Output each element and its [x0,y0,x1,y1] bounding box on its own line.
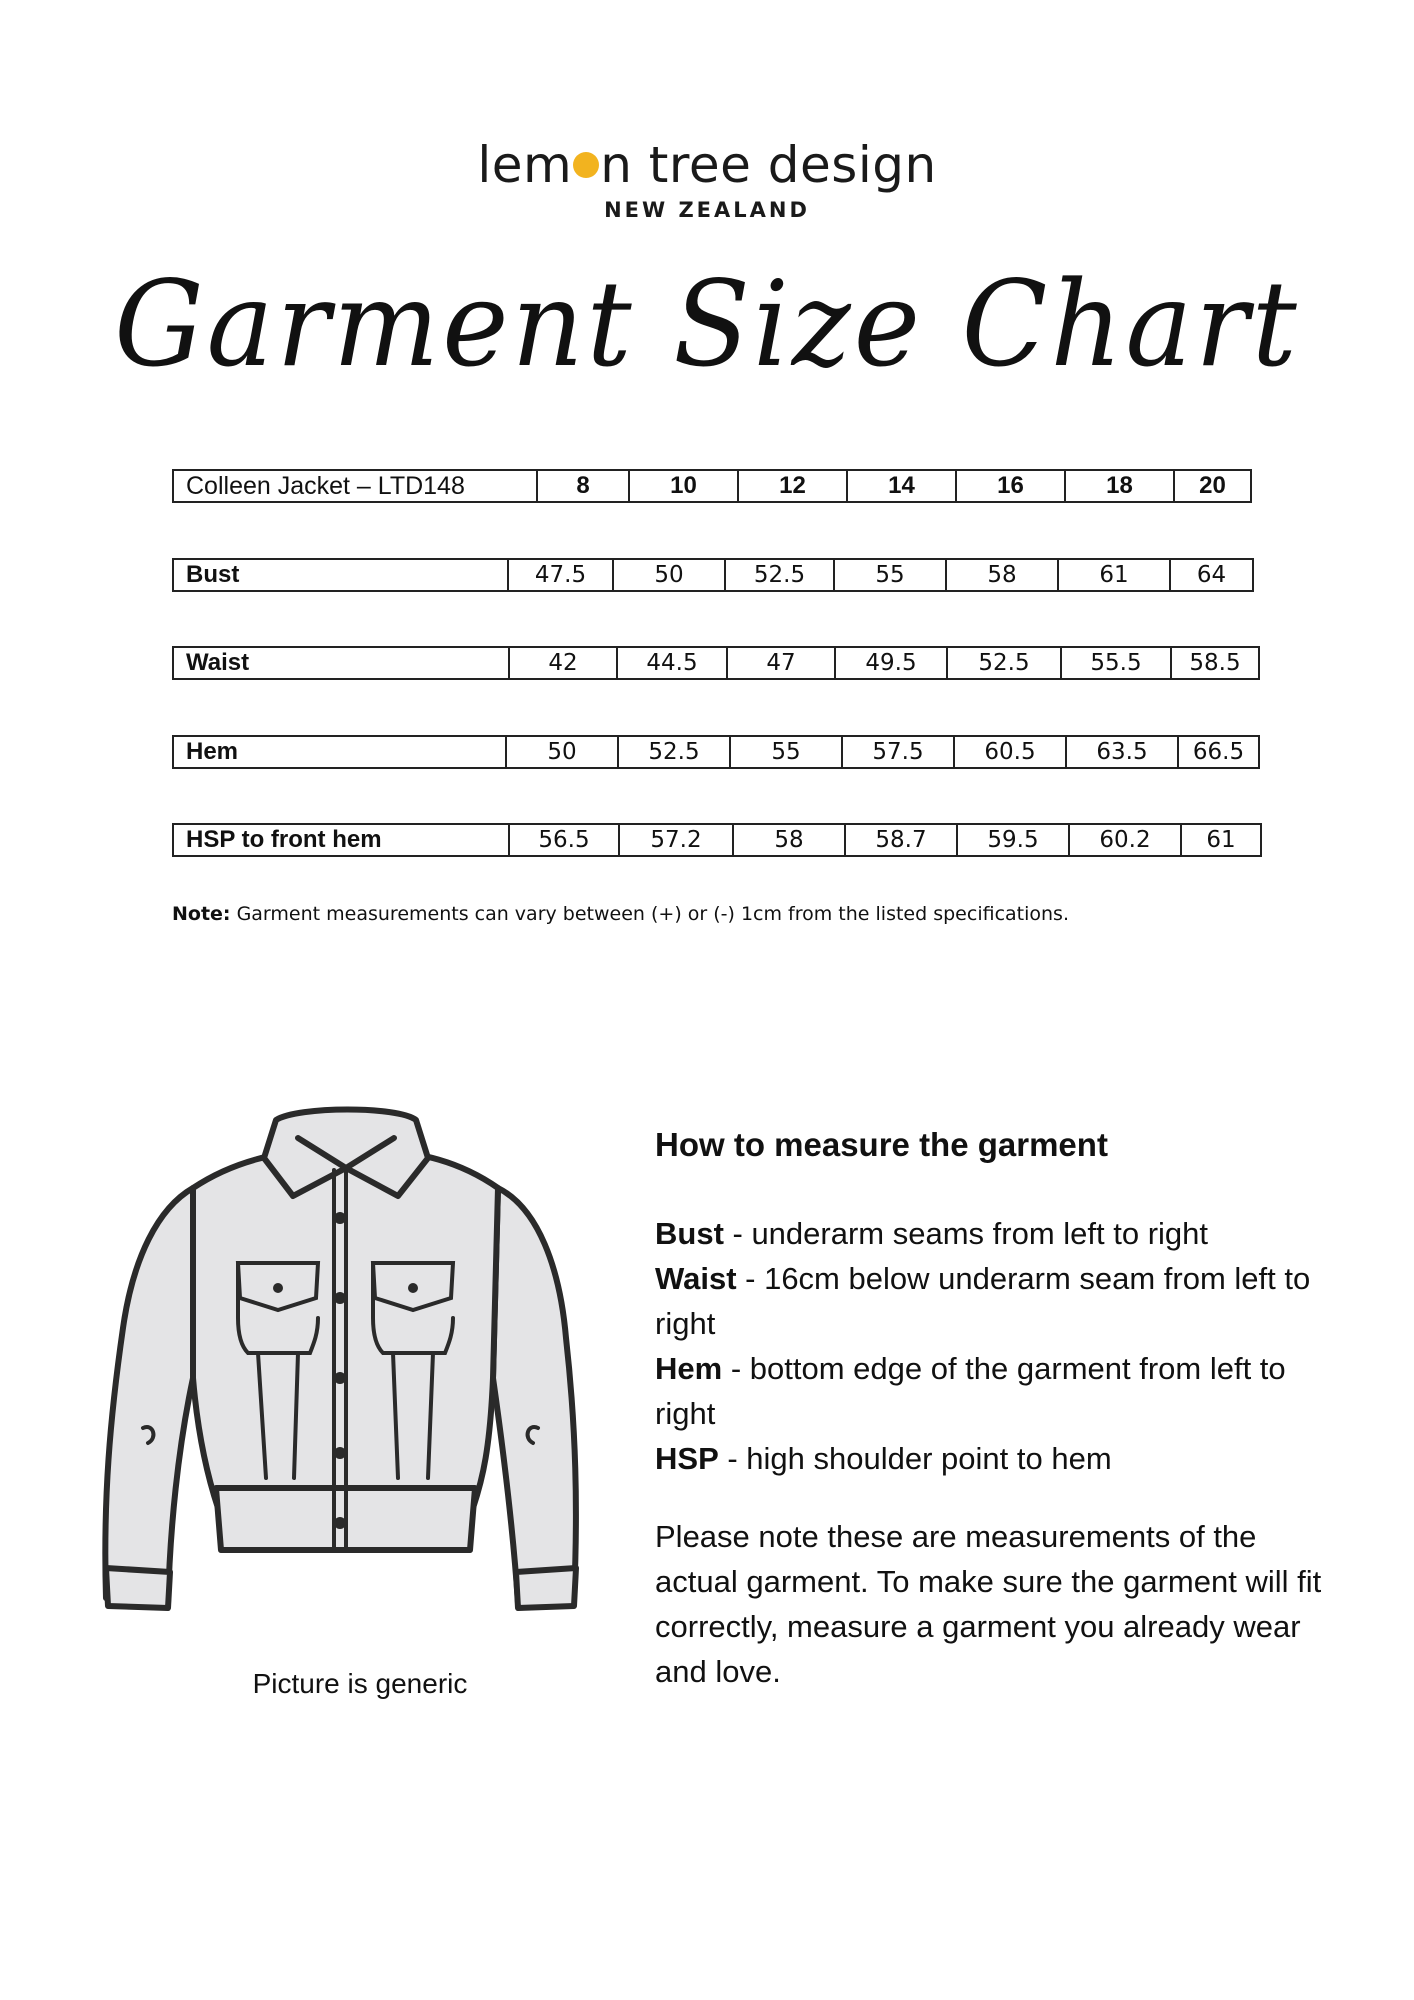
row-label: HSP to front hem [186,826,382,853]
illustration-caption: Picture is generic [252,1668,468,1699]
value-cell: 56.5 [508,825,618,855]
value-cell: 64 [1169,560,1252,590]
brand-name-part1: lem [477,136,573,194]
value-cell: 47.5 [507,560,612,590]
howto-desc: - bottom edge of the garment from left to right [655,1351,1286,1431]
size-12: 12 [737,471,846,501]
howto-item-hem [655,1346,1335,1436]
value-cell: 55 [833,560,945,590]
row-label: Hem [186,738,239,765]
hsp-row [172,823,1262,857]
how-to-measure [655,1125,1335,1694]
value-cell: 61 [1180,825,1260,855]
value-cell: 58 [945,560,1057,590]
howto-term: Bust [655,1216,724,1251]
note-body: Garment measurements can vary between (+) or (-) 1cm from the listed specifications. [230,903,1069,925]
value-cell: 58 [732,825,844,855]
size-20: 20 [1173,471,1250,501]
value-cell: 57.5 [841,737,953,767]
product-name: Colleen Jacket – LTD148 [186,471,465,500]
value-cell: 66.5 [1177,737,1258,767]
value-cell: 57.2 [618,825,732,855]
howto-desc: - 16cm below underarm seam from left to right [655,1261,1311,1341]
howto-term: Waist [655,1261,737,1296]
brand-name [0,138,1414,192]
howto-paragraph: Please note these are measurements of the actual garment. To make sure the garment will fit correctly, measure a garment you already wear and love. [655,1519,1322,1689]
hem-row [172,735,1260,769]
howto-term: HSP [655,1441,719,1476]
howto-item-hsp [655,1436,1335,1481]
value-cell: 58.5 [1170,648,1258,678]
value-cell: 55 [729,737,841,767]
brand-country: NEW ZEALAND [604,198,810,222]
brand-logo [0,138,1414,222]
value-cell: 52.5 [724,560,833,590]
brand-name-part2: n tree design [600,136,937,194]
value-cell: 58.7 [844,825,956,855]
value-cell: 59.5 [956,825,1068,855]
howto-item-waist [655,1256,1335,1346]
size-14: 14 [846,471,955,501]
value-cell: 49.5 [834,648,946,678]
note-text [172,903,1069,925]
page-title: Garment Size Chart [114,256,1300,394]
size-16: 16 [955,471,1064,501]
value-cell: 60.2 [1068,825,1180,855]
value-cell: 47 [726,648,834,678]
value-cell: 63.5 [1065,737,1177,767]
value-cell: 52.5 [617,737,729,767]
bust-row [172,558,1254,592]
howto-desc: - high shoulder point to hem [718,1441,1112,1476]
value-cell: 61 [1057,560,1169,590]
value-cell: 50 [612,560,724,590]
waist-row [172,646,1260,680]
row-label: Waist [186,649,250,676]
size-10: 10 [628,471,737,501]
value-cell: 52.5 [946,648,1060,678]
lemon-dot-icon [573,152,599,178]
howto-heading: How to measure the garment [655,1126,1108,1163]
value-cell: 55.5 [1060,648,1170,678]
value-cell: 50 [505,737,617,767]
row-label: Bust [186,561,240,588]
note-label: Note: [172,903,231,925]
value-cell: 42 [508,648,616,678]
size-8: 8 [536,471,628,501]
size-18: 18 [1064,471,1173,501]
jacket-icon [98,1098,588,1638]
howto-term: Hem [655,1351,723,1386]
size-header-row [172,469,1252,503]
value-cell: 60.5 [953,737,1065,767]
howto-desc: - underarm seams from left to right [723,1216,1208,1251]
value-cell: 44.5 [616,648,726,678]
howto-item-bust [655,1211,1335,1256]
